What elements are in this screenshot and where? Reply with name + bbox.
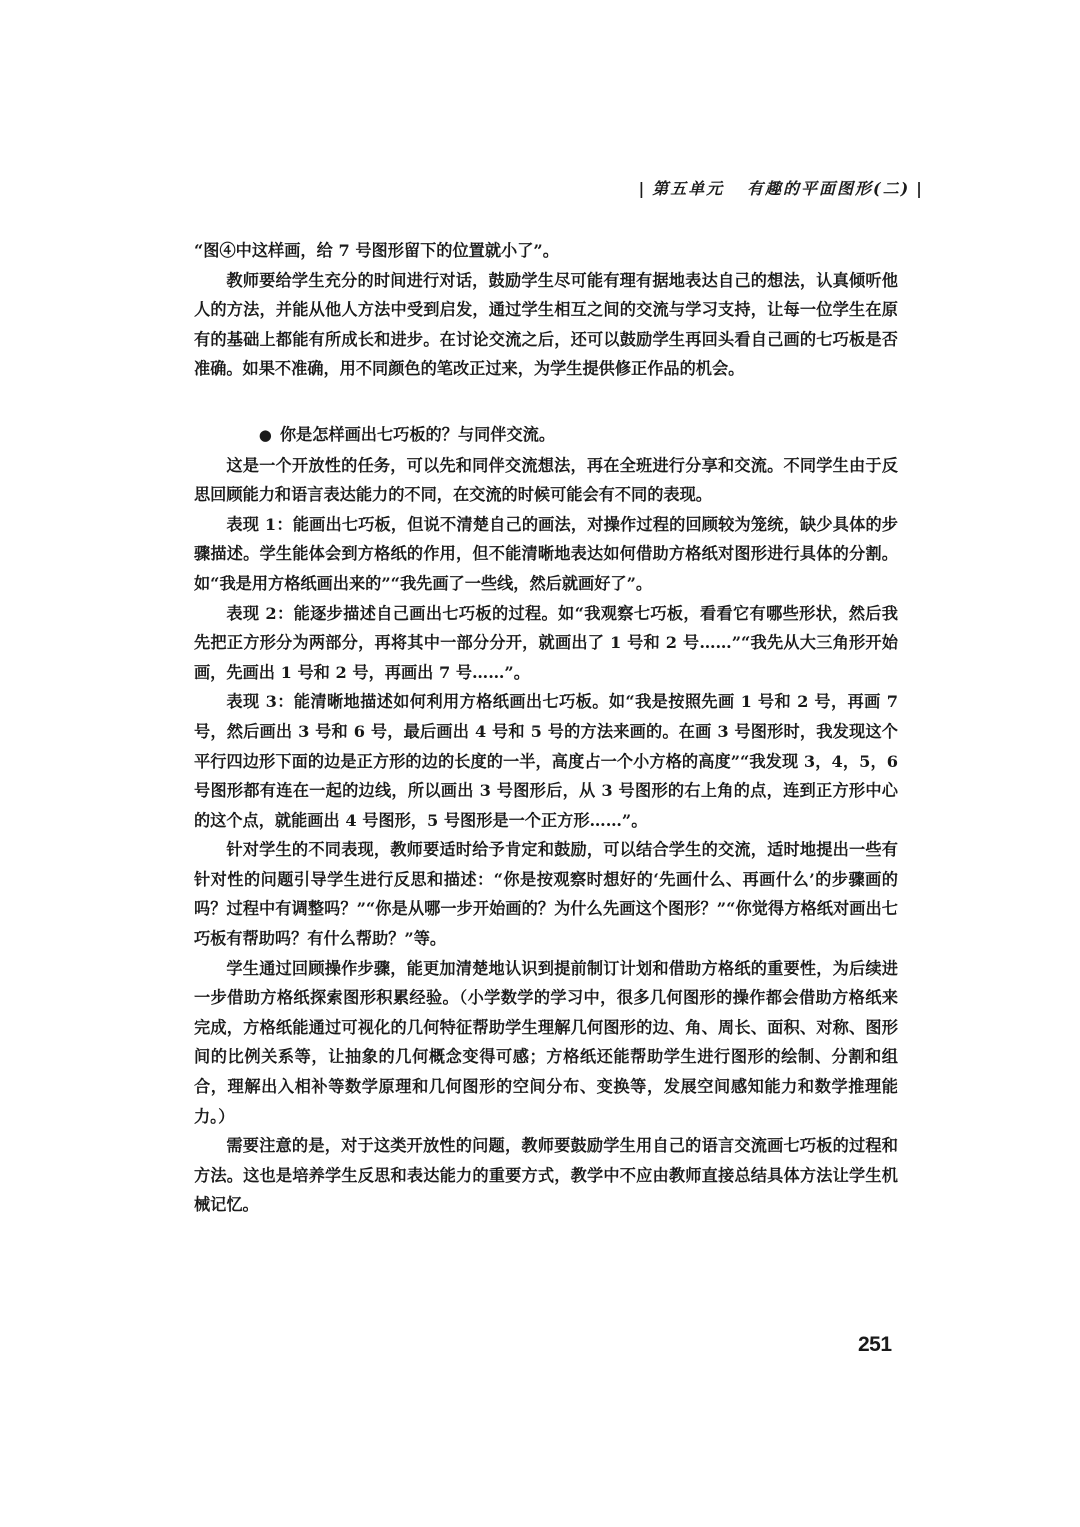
section-heading-text: 你是怎样画出七巧板的？与同伴交流。 bbox=[279, 424, 556, 444]
header-divider-right: | bbox=[916, 179, 924, 198]
header-unit: 第五单元 bbox=[652, 179, 725, 198]
header-divider-left: | bbox=[638, 179, 647, 198]
paragraph: 学生通过回顾操作步骤，能更加清楚地认识到提前制订计划和借助方格纸的重要性，为后续进一步借助方格纸探索图形积累经验。（小学数学的学习中，很多几何图形的操作都会借助方格纸来完成，方格纸能通过可视化的几何特征帮助学生理解几何图形的边、角、周长、面积、对称、图形间的比例关系等，让抽象的几何概念变得可感；方格纸还能帮助学生进行图形的绘制、分割和组合，理解出入相补等数学原理和几何图形的空间分布、变换等，发展空间感知能力和数学推理能力。） bbox=[194, 958, 898, 1126]
paragraph: 表现 2：能逐步描述自己画出七巧板的过程。如“我观察七巧板，看看它有哪些形状，然后我先把正方形分为两部分，再将其中一部分分开，就画出了 1 号和 2 号……”“我先从大三角形开始画，先画出 1 号和 2 号，再画出 7 号……”。 bbox=[194, 603, 898, 682]
header-title: 有趣的平面图形(二) bbox=[747, 179, 911, 198]
paragraph-continued: “图④中这样画，给 7 号图形留下的位置就小了”。 bbox=[194, 241, 559, 260]
paragraph: 表现 3：能清晰地描述如何利用方格纸画出七巧板。如“我是按照先画 1 号和 2 号，再画 7 号，然后画出 3 号和 6 号，最后画出 4 号和 5 号的方法来画的。在画 3 号图形时，我发现这个平行四边形下面的边是正方形的边的长度的一半，高度占一个小方格的高度”“我发现 3，4，5，6 号图形都有连在一起的边线，所以画出 3 号图形后，从 3 号图形的右上角的点，连到正方形中心的这个点，就能画出 4 号图形，5 号图形是一个正方形……”。 bbox=[194, 692, 898, 830]
paragraph: 针对学生的不同表现，教师要适时给予肯定和鼓励，可以结合学生的交流，适时地提出一些有针对性的问题引导学生进行反思和描述：“你是按观察时想好的‘先画什么、再画什么’的步骤画的吗？过程中有调整吗？”“你是从哪一步开始画的？为什么先画这个图形？”“你觉得方格纸对画出七巧板有帮助吗？有什么帮助？”等。 bbox=[194, 840, 898, 949]
paragraph: 需要注意的是，对于这类开放性的问题，教师要鼓励学生用自己的语言交流画七巧板的过程和方法。这也是培养学生反思和表达能力的重要方式，教学中不应由教师直接总结具体方法让学生机械记忆。 bbox=[194, 1136, 898, 1215]
bullet-icon: ● bbox=[258, 425, 272, 444]
paragraph: 教师要给学生充分的时间进行对话，鼓励学生尽可能有理有据地表达自己的想法，认真倾听他人的方法，并能从他人方法中受到启发，通过学生相互之间的交流与学习支持，让每一位学生在原有的基础上都能有所成长和进步。在讨论交流之后，还可以鼓励学生再回头看自己画的七巧板是否准确。如果不准确，用不同颜色的笔改正过来，为学生提供修正作品的机会。 bbox=[194, 270, 898, 379]
page-number: 251 bbox=[858, 1333, 892, 1356]
paragraph: 表现 1：能画出七巧板，但说不清楚自己的画法，对操作过程的回顾较为笼统，缺少具体的步骤描述。学生能体会到方格纸的作用，但不能清晰地表达如何借助方格纸对图形进行具体的分割。如“我是用方格纸画出来的”“我先画了一些线，然后就画好了”。 bbox=[194, 514, 898, 593]
running-header bbox=[632, 176, 930, 199]
body-text bbox=[194, 236, 898, 1220]
paragraph: 这是一个开放性的任务，可以先和同伴交流想法，再在全班进行分享和交流。不同学生由于反思回顾能力和语言表达能力的不同，在交流的时候可能会有不同的表现。 bbox=[194, 455, 898, 505]
section-spacer bbox=[194, 384, 898, 420]
section-heading bbox=[194, 420, 898, 451]
